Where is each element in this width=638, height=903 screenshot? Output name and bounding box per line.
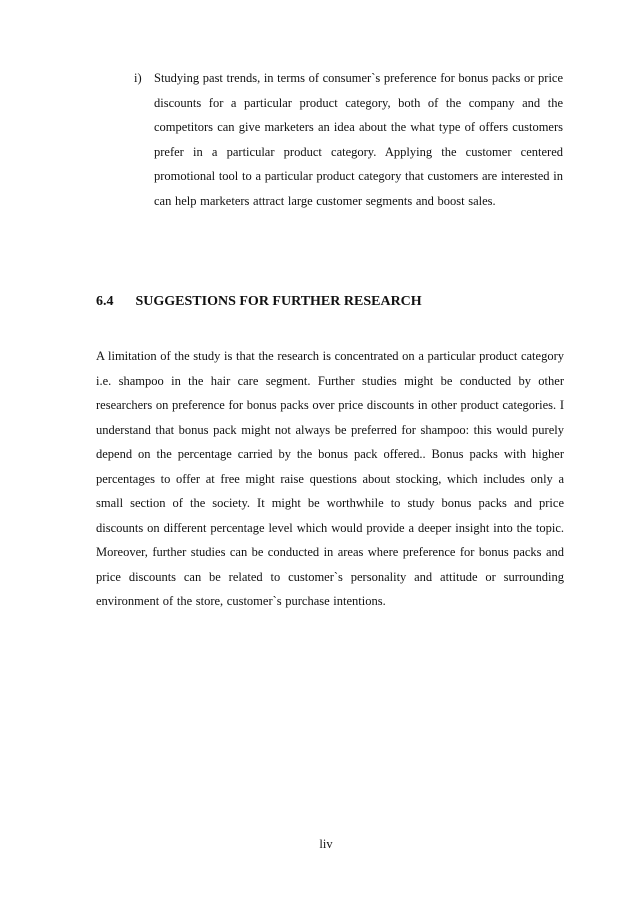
section-heading [96,292,566,312]
body-paragraph: A limitation of the study is that the research is concentrated on a particular product category i.e. shampoo in the hair care segment. Further studies might be conducted by other researchers on preference for bonus packs over price discounts in other product categories. I understand that bonus pack might not always be preferred for shampoo: this would purely depend on the percentage carried by the bonus pack offered.. Bonus packs with higher percentages to offer at free might raise questions about stocking, which includes only a small section of the society. It might be worthwhile to study bonus packs and price discounts on different percentage level which would provide a deeper insight into the topic. Moreover, further studies can be conducted in areas where preference for bonus packs and price discounts can be related to customer`s personality and attitude or surrounding environment of the store, customer`s purchase intentions. [96,349,564,608]
list-marker: i) [134,71,142,85]
list-item-text: Studying past trends, in terms of consumer`s preference for bonus packs or price discounts for a particular product category, both of the company and the competitors can give marketers an idea about the what type of offers customers prefer in a particular product category. Applying the customer centered promotional tool to a particular product category that customers are interested in can help marketers attract large customer segments and boost sales. [154,71,564,208]
section-number: 6.4 [96,294,114,309]
section-title: SUGGESTIONS FOR FURTHER RESEARCH [135,294,422,309]
page-number: liv [319,837,333,851]
